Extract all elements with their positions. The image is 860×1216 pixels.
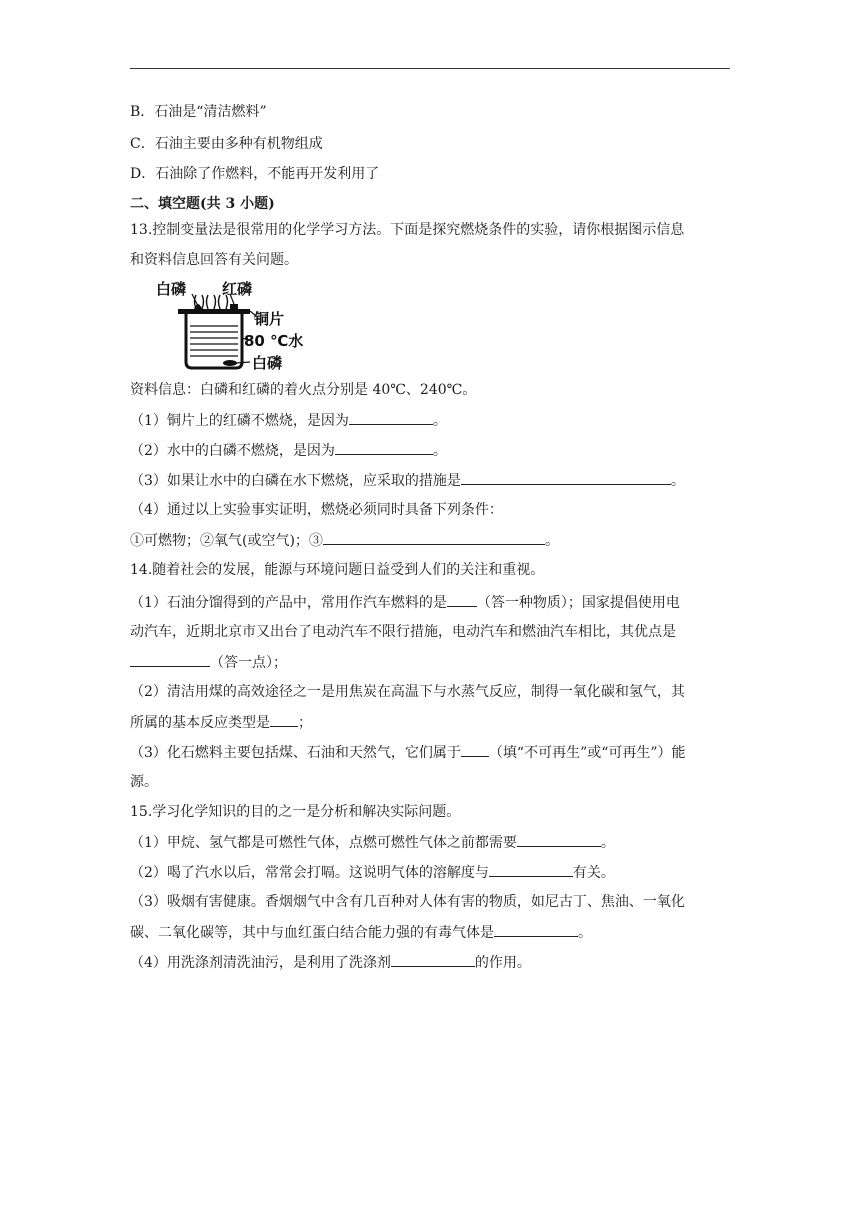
q14-part1-blank1[interactable] <box>447 592 477 607</box>
q13-part3-text: （3）如果让水中的白磷在水下燃烧，应采取的措施是 <box>130 473 461 489</box>
option-d: D．石油除了作燃料，不能再开发利用了 <box>130 166 380 182</box>
q14-part2-end: ； <box>298 715 312 731</box>
q14-part2-line1: （2）清洁用煤的高效途径之一是用焦炭在高温下与水蒸气反应，制得一氧化碳和氢气，其 <box>130 684 685 700</box>
q14-part2-text: 所属的基本反应类型是 <box>130 715 270 731</box>
q14-part2-line2 <box>130 712 730 733</box>
q13-stem-line2: 和资料信息回答有关问题。 <box>130 252 298 268</box>
q13-part3-blank[interactable] <box>461 470 671 485</box>
header-rule <box>130 68 730 69</box>
q15-part4-blank[interactable] <box>391 952 475 967</box>
q13-part3 <box>130 470 730 491</box>
q13-part4-blank[interactable] <box>323 530 545 545</box>
q15-part1-blank[interactable] <box>517 832 601 847</box>
q14-part2-blank[interactable] <box>270 712 298 727</box>
q14-part1-text2: （答一种物质）；国家提倡使用电 <box>476 595 680 611</box>
figure-label-water: 80 ℃水 <box>244 332 304 350</box>
q14-stem: 14.随着社会的发展，能源与环境问题日益受到人们的关注和重视。 <box>130 562 545 578</box>
q15-part3-end: 。 <box>578 925 592 941</box>
q15-part3-text: 碳、二氧化碳等，其中与血红蛋白结合能力强的有毒气体是 <box>130 925 494 941</box>
q15-part4-end: 的作用。 <box>474 955 531 971</box>
q13-stem-line1: 13.控制变量法是很常用的化学学习方法。下面是探究燃烧条件的实验，请你根据图示信息 <box>130 222 685 238</box>
q15-part2-blank[interactable] <box>489 862 573 877</box>
q15-stem: 15.学习化学知识的目的之一是分析和解决实际问题。 <box>130 804 461 820</box>
q13-part1-end: 。 <box>432 413 447 429</box>
q14-part1-end: （答一点）； <box>210 655 287 671</box>
q14-part1-blank2[interactable] <box>130 652 210 667</box>
combustion-experiment-figure <box>150 278 310 374</box>
q14-part1-line1 <box>130 592 730 613</box>
q15-part2 <box>130 862 730 883</box>
q13-part2-blank[interactable] <box>335 440 433 455</box>
q15-part3-blank[interactable] <box>494 922 578 937</box>
q14-part3-line1 <box>130 742 730 763</box>
q14-part3-text2: （填“不可再生”或“可再生”）能 <box>488 745 686 761</box>
q15-part2-text: （2）喝了汽水以后，常常会打嗝。这说明气体的溶解度与 <box>130 865 489 881</box>
q13-part2-text: （2）水中的白磷不燃烧，是因为 <box>130 443 335 459</box>
q15-part4 <box>130 952 730 973</box>
figure-label-red-phosphorus: 红磷 <box>222 280 253 298</box>
figure-label-white-phosphorus-top: 白磷 <box>156 280 187 298</box>
q14-part1-line2: 动汽车，近期北京市又出台了电动汽车不限行措施，电动汽车和燃油汽车相比，其优点是 <box>130 624 676 640</box>
q15-part1-text: （1）甲烷、氢气都是可燃性气体，点燃可燃性气体之前都需要 <box>130 835 517 851</box>
q15-part3-line1: （3）吸烟有害健康。香烟烟气中含有几百种对人体有害的物质，如尼古丁、焦油、一氧化 <box>130 894 685 910</box>
q13-part1-blank[interactable] <box>349 410 433 425</box>
q15-part3-line2 <box>130 922 730 943</box>
q13-part2-end: 。 <box>432 443 447 459</box>
q15-part1-end: 。 <box>600 835 615 851</box>
q13-info: 资料信息：白磷和红磷的着火点分别是 40℃、240℃。 <box>130 382 477 398</box>
q15-part4-text: （4）用洗涤剂清洗油污，是利用了洗涤剂 <box>130 955 391 971</box>
q13-part4-cond-text: ①可燃物；②氧气(或空气)；③ <box>130 533 323 549</box>
q13-part4: （4）通过以上实验事实证明，燃烧必须同时具备下列条件： <box>130 502 503 518</box>
q14-part3-line2: 源。 <box>130 774 158 790</box>
q13-part3-end: 。 <box>670 473 685 489</box>
q13-part1 <box>130 410 730 431</box>
q14-part1-line3 <box>130 652 730 673</box>
figure-label-white-phosphorus-bottom: 白磷 <box>252 354 283 372</box>
q13-part4-cond-end: 。 <box>544 533 559 549</box>
q15-part1 <box>130 832 730 853</box>
q15-part2-end: 有关。 <box>572 865 615 881</box>
q13-part2 <box>130 440 730 461</box>
q13-part4-conditions <box>130 530 730 551</box>
q14-part1-text: （1）石油分馏得到的产品中，常用作汽车燃料的是 <box>130 595 447 611</box>
section-title: 二、填空题(共 3 小题) <box>130 196 275 212</box>
option-b: B．石油是“清洁燃料” <box>130 104 267 120</box>
q14-part3-blank[interactable] <box>461 742 489 757</box>
q13-part1-text: （1）铜片上的红磷不燃烧，是因为 <box>130 413 349 429</box>
q14-part3-text: （3）化石燃料主要包括煤、石油和天然气，它们属于 <box>130 745 461 761</box>
option-c: C．石油主要由多种有机物组成 <box>130 136 323 152</box>
figure-label-copper: 铜片 <box>254 310 285 328</box>
